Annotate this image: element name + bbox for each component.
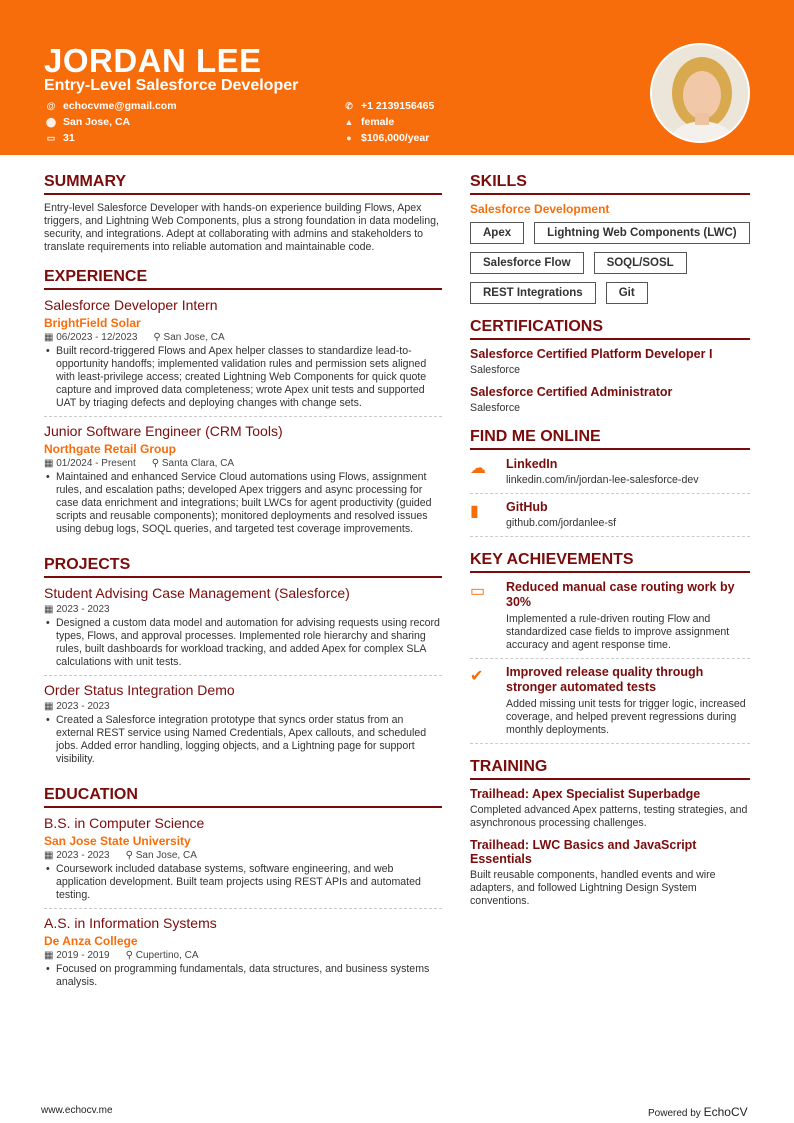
contact-item [344, 100, 434, 112]
location-text: San Jose, CA [135, 850, 197, 861]
certification-issuer: Salesforce [470, 364, 521, 376]
contact-text: echocvme@gmail.com [63, 100, 177, 112]
item-meta [44, 950, 442, 961]
profile-details [506, 457, 699, 487]
section-title-experience: EXPERIENCE [44, 268, 442, 290]
profile-details [506, 500, 616, 530]
calendar-icon: ▦ [44, 950, 57, 961]
contact-item [46, 100, 177, 112]
training-text: Completed advanced Apex patterns, testing strategies, and asynchronous processing challenges. [470, 804, 748, 829]
section-experience [44, 297, 442, 542]
achievement [470, 580, 750, 659]
organization: San Jose State University [44, 834, 191, 848]
skill-tag: Lightning Web Components (LWC) [534, 222, 750, 244]
section-title-achievements: KEY ACHIEVEMENTS [470, 551, 750, 573]
contact-item [344, 116, 394, 128]
achievement-text: Added missing unit tests for trigger logic, increased coverage, and helped prevent regressions during monthly deployments. [506, 698, 746, 736]
location [126, 950, 199, 961]
phone-icon: ✆ [345, 100, 353, 111]
summary-text: Entry-level Salesforce Developer with hands-on experience building Flows, Apex triggers, and Lightning Web Components, plus a strong foundation in data modeling, security, and integrations. Adept at collaborating with admins and stakeholders to translate requirements into reliable automation and maintainable code. [44, 202, 439, 253]
training-title: Trailhead: Apex Specialist Superbadge [470, 787, 701, 801]
file-check-icon: ✔ [470, 668, 484, 685]
profile-name: LinkedIn [506, 457, 558, 471]
online-profile[interactable] [470, 457, 750, 494]
achievement-title: Improved release quality through stronger automated tests [506, 665, 704, 694]
section-title-skills: SKILLS [470, 173, 750, 195]
achievement-text: Implemented a rule-driven routing Flow and standardized case fields to improve assignment accuracy and agent response time. [506, 613, 730, 651]
item-meta [44, 701, 442, 712]
contact-text: +1 2139156465 [361, 100, 435, 112]
calendar-icon: ▦ [44, 332, 57, 343]
user-icon: ▲ [344, 117, 354, 127]
profile-url[interactable]: linkedin.com/in/jordan-lee-salesforce-dev [506, 474, 699, 486]
header [0, 0, 794, 155]
item-bullet: • Built record-triggered Flows and Apex helper classes to standardize lead-to-opportunity handoffs; implemented validation rules and permission sets aligned with least-privilege access; created Lightning Web Components for quick quote capture and improved data completeness; wrote Apex unit tests and supported UAT by triaging defects and deploying changes with change sets. [44, 345, 442, 410]
date-text: 2023 - 2023 [56, 850, 110, 861]
powered-by-label: Powered by [648, 1108, 701, 1119]
organization: De Anza College [44, 934, 138, 948]
at-icon: @ [46, 101, 56, 111]
date [44, 332, 137, 343]
location-text: San Jose, CA [163, 332, 225, 343]
section-title-training: TRAINING [470, 758, 750, 780]
section-projects [44, 585, 442, 772]
item-bullet: • Coursework included database systems, software engineering, and web application development. Built team projects using REST APIs and automated testing. [44, 863, 442, 902]
location [153, 332, 224, 343]
item-title: Student Advising Case Management (Salesforce) [44, 585, 350, 601]
certification-name: Salesforce Certified Platform Developer I [470, 347, 713, 361]
skill-tag: REST Integrations [470, 282, 596, 304]
contact-text: female [361, 116, 395, 128]
calendar-icon: ▦ [44, 701, 57, 712]
training-text: Built reusable components, handled events and wire adapters, and followed Lightning Design System conventions. [470, 869, 716, 907]
item-title: Junior Software Engineer (CRM Tools) [44, 423, 283, 439]
contact-item [46, 116, 130, 128]
certification-name: Salesforce Certified Administrator [470, 385, 673, 399]
item-meta [44, 332, 442, 343]
money-icon: ● [346, 133, 352, 143]
location-pin-icon: ⚲ [153, 332, 164, 343]
item-meta [44, 604, 442, 615]
calendar-icon: ▦ [44, 604, 57, 615]
projects-item [44, 585, 442, 676]
item-title: A.S. in Information Systems [44, 915, 217, 931]
contact-item [46, 132, 75, 144]
cloud-icon: ☁ [470, 460, 486, 477]
calendar-icon: ▦ [44, 850, 57, 861]
candidate-name: JORDAN LEE [44, 42, 262, 79]
achievement-title: Reduced manual case routing work by 30% [506, 580, 735, 609]
location [152, 458, 234, 469]
experience-item [44, 297, 442, 417]
calendar-icon: ▭ [46, 132, 56, 143]
training-title: Trailhead: LWC Basics and JavaScript Essentials [470, 838, 697, 866]
contact-item [344, 132, 429, 144]
brand-name: EchoCV [703, 1105, 748, 1119]
section-title-online: FIND ME ONLINE [470, 428, 750, 450]
skill-category: Salesforce Development [470, 202, 610, 216]
item-bullet: • Focused on programming fundamentals, data structures, and business systems analysis. [44, 963, 442, 989]
experience-item [44, 423, 442, 542]
section-title-education: EDUCATION [44, 786, 442, 808]
skill-tags [470, 222, 750, 304]
item-title: Salesforce Developer Intern [44, 297, 218, 313]
online-profile[interactable] [470, 500, 750, 537]
certification-issuer: Salesforce [470, 402, 521, 414]
location-text: Cupertino, CA [135, 950, 199, 961]
section-education [44, 815, 442, 995]
left-column [44, 173, 442, 1001]
skill-tag: Git [606, 282, 648, 304]
achievement-details [506, 665, 750, 737]
location-pin-icon: ⚲ [125, 850, 136, 861]
date-text: 01/2024 - Present [56, 458, 136, 469]
item-title: Order Status Integration Demo [44, 682, 235, 698]
projects-item [44, 682, 442, 772]
date [44, 458, 136, 469]
date-text: 2023 - 2023 [56, 701, 110, 712]
profile-name: GitHub [506, 500, 548, 514]
organization: BrightField Solar [44, 316, 141, 330]
location [126, 850, 197, 861]
item-title: B.S. in Computer Science [44, 815, 205, 831]
profile-photo [650, 43, 750, 143]
job-title: Entry-Level Salesforce Developer [44, 77, 299, 94]
item-meta [44, 458, 442, 469]
section-title-summary: SUMMARY [44, 173, 442, 195]
footer-powered-by [648, 1105, 748, 1119]
organization: Northgate Retail Group [44, 442, 177, 456]
date-text: 2023 - 2023 [56, 604, 110, 615]
location-pin-icon: ⬤ [46, 116, 57, 127]
item-bullet: • Maintained and enhanced Service Cloud automations using Flows, assignment rules, and escalation paths; developed Apex triggers and async processing for case data enrichment and integrations; built LWCs for agent productivity (guided scripts and reusable components); monitored deployments and resolved issues using debug logs, SOQL queries, and targeted test coverage improvements. [44, 471, 442, 536]
skill-tag: SOQL/SOSL [594, 252, 687, 274]
skill-tag: Apex [470, 222, 524, 244]
location-text: Santa Clara, CA [161, 458, 235, 469]
contact-text: San Jose, CA [63, 116, 131, 128]
profile-url[interactable]: github.com/jordanlee-sf [506, 517, 617, 529]
location-pin-icon: ⚲ [125, 950, 136, 961]
skill-tag: Salesforce Flow [470, 252, 584, 274]
date-text: 06/2023 - 12/2023 [56, 332, 138, 343]
achievement-details [506, 580, 750, 652]
achievement [470, 665, 750, 744]
date [44, 604, 110, 615]
date [44, 701, 110, 712]
section-title-projects: PROJECTS [44, 556, 442, 578]
contact-text: $106,000/year [361, 132, 430, 144]
date [44, 850, 110, 861]
section-title-certifications: CERTIFICATIONS [470, 318, 750, 340]
bar-chart-icon: ▮ [470, 503, 479, 520]
contact-text: 31 [63, 132, 75, 144]
item-bullet: • Created a Salesforce integration prototype that syncs order status from an external REST service using Named Credentials, Apex callouts, and scheduled jobs. Added error handling, logging objects, and a Lightning page for support visibility. [44, 714, 442, 766]
education-item [44, 815, 442, 909]
monitor-icon: ▭ [470, 583, 486, 600]
date [44, 950, 110, 961]
date-text: 2019 - 2019 [56, 950, 110, 961]
location-pin-icon: ⚲ [151, 458, 162, 469]
item-bullet: • Designed a custom data model and automation for advising requests using record types, Flows, and approval processes. Implemented role hierarchy and sharing rules, built dashboards for workload tracking, and added Apex for complex SLA calculations with unit tests. [44, 617, 442, 669]
education-item [44, 915, 442, 995]
footer-website[interactable]: www.echocv.me [41, 1105, 113, 1116]
calendar-icon: ▦ [44, 458, 57, 469]
item-meta [44, 850, 442, 861]
right-column [470, 173, 750, 916]
